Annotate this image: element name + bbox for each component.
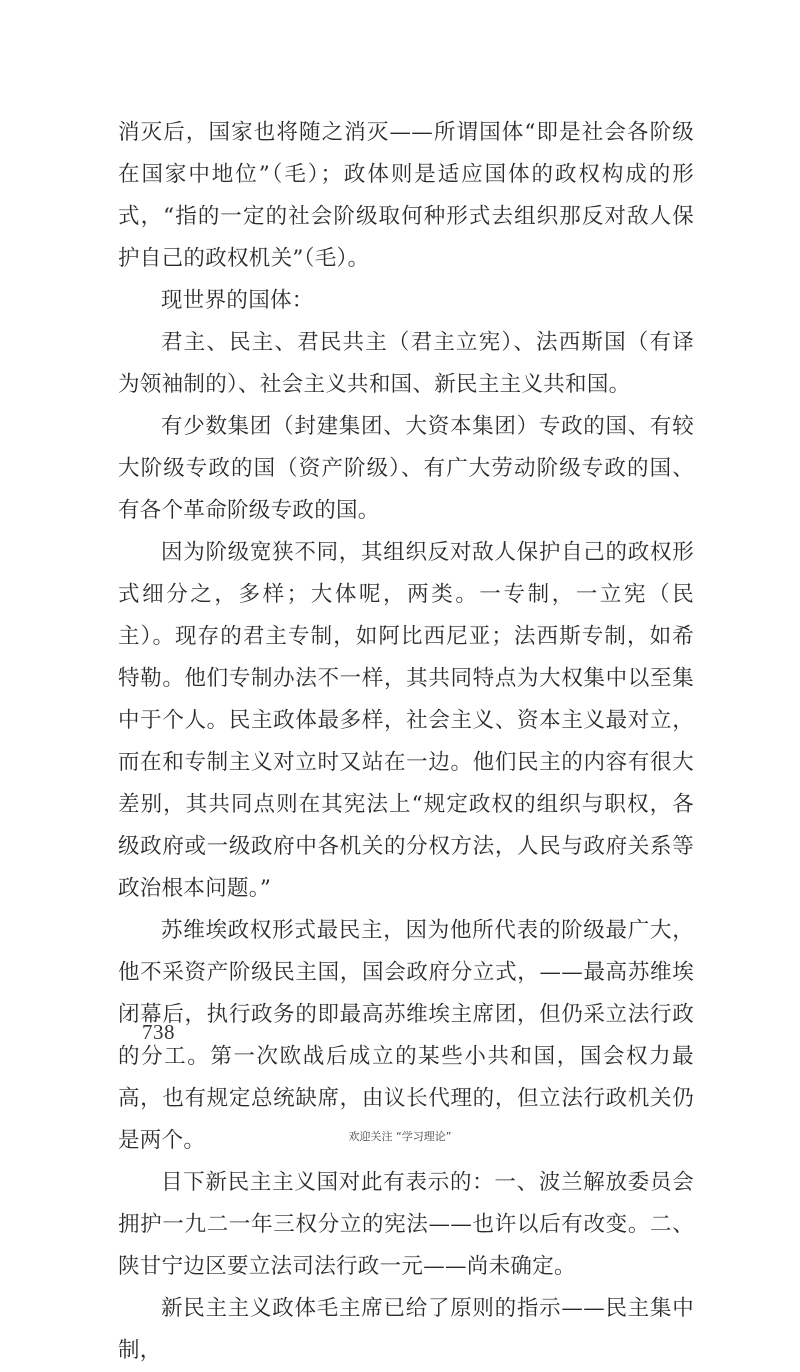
paragraph-new-democracy-government: 新民主主义政体毛主席已给了原则的指示——民主集中制， bbox=[118, 1296, 694, 1363]
paragraph-soviet-form: 苏维埃政权形式最民主，因为他所代表的阶级最广大，他不采资产阶级民主国，国会政府分立式，——最高苏维埃闭幕后，执行政务的即最高苏维埃主席团，但仍采立法行政的分工。第一次欧战后成立的某些小共和国，国会权力最高，也有规定总统缺席，由议长代理的，但立法行政机关仍是两个。 bbox=[118, 918, 694, 1153]
paragraph-new-democracy-states: 目下新民主主义国对此有表示的：一、波兰解放委员会拥护一九二一年三权分立的宪法——也许以后有改变。二、陕甘宁边区要立法司法行政一元——尚未确定。 bbox=[118, 1170, 694, 1279]
paragraph-dictatorship-classes: 有少数集团（封建集团、大资本集团）专政的国、有较大阶级专政的国（资产阶级）、有广大劳动阶级专政的国、有各个革命阶级专政的国。 bbox=[118, 414, 694, 523]
footer-caption: 欢迎关注 “学习理论” bbox=[348, 1130, 452, 1143]
paragraph-continuation: 消灭后，国家也将随之消灭——所谓国体“即是社会各阶级在国家中地位”（毛）；政体则是适应国体的政权构成的形式，“指的一定的社会阶级取何种形式去组织那反对敌人保护自己的政权机关”（毛）。 bbox=[118, 120, 694, 271]
paragraph-state-systems-heading: 现世界的国体： bbox=[161, 288, 314, 313]
paragraph-government-forms: 因为阶级宽狭不同，其组织反对敌人保护自己的政权形式细分之，多样；大体呢，两类。一专制，一立宪（民主）。现存的君主专制，如阿比西尼亚；法西斯专制，如希特勒。他们专制办法不一样，其共同特点为大权集中以至集中于个人。民主政体最多样，社会主义、资本主义最对立，而在和专制主义对立时又站在一边。他们民主的内容有很大差别，其共同点则在其宪法上“规定政权的组织与职权，各级政府或一级政府中各机关的分权方法，人民与政府关系等政治根本问题。” bbox=[118, 540, 694, 901]
page-body-text bbox=[118, 112, 694, 1372]
paragraph-state-types: 君主、民主、君民共主（君主立宪）、法西斯国（有译为领袖制的）、社会主义共和国、新民主主义共和国。 bbox=[118, 330, 694, 397]
page-number: 738 bbox=[142, 1020, 175, 1044]
